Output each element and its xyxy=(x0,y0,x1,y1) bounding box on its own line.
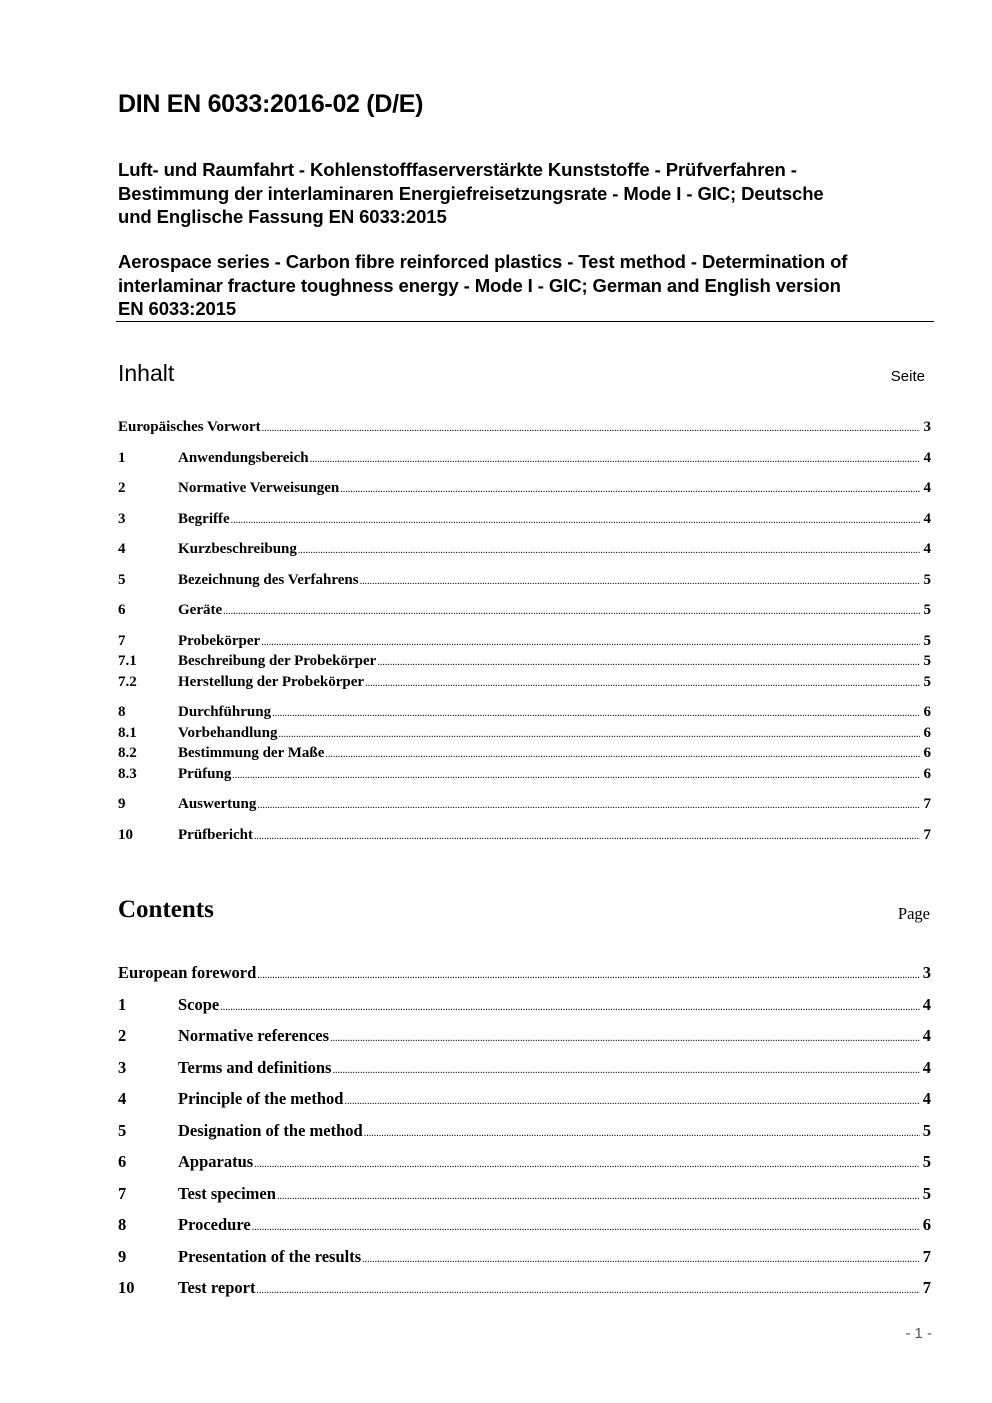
toc-entry-title: Auswertung xyxy=(178,796,257,812)
toc-entry-page: 4 xyxy=(922,994,931,1014)
toc-entry[interactable] xyxy=(118,1214,931,1235)
toc-leader-dots xyxy=(272,704,920,725)
toc-entry-page: 5 xyxy=(922,1152,931,1171)
toc-entry-number: 8.2 xyxy=(118,745,137,761)
toc-entry-title: Terms and definitions xyxy=(178,1057,332,1077)
toc-leader-dots xyxy=(325,745,920,766)
toc-entry-number: 8 xyxy=(118,1215,127,1234)
page-number: - 1 - xyxy=(905,1325,932,1342)
toc-entry[interactable] xyxy=(118,1277,931,1298)
toc-leader-dots xyxy=(257,965,920,986)
toc-entry[interactable] xyxy=(118,448,931,469)
toc-entry-title: Prüfung xyxy=(178,765,232,782)
toc-entry-title: Bezeichnung des Verfahrens xyxy=(178,571,359,588)
toc-entry[interactable] xyxy=(118,794,931,815)
toc-entry[interactable] xyxy=(118,509,931,530)
toc-entry-number: 1 xyxy=(118,449,126,466)
toc-entry-page: 5 xyxy=(923,602,931,618)
toc-entry-number: 8 xyxy=(118,704,126,720)
toc-entry-number: 2 xyxy=(118,480,126,496)
toc-leader-dots xyxy=(365,674,920,695)
toc-entry-number: 10 xyxy=(118,826,133,843)
toc-entry-title: Procedure xyxy=(178,1215,251,1234)
toc-entry-title: Normative Verweisungen xyxy=(178,480,340,496)
toc-entry-title: Durchführung xyxy=(178,704,272,720)
toc-entry-number: 7.1 xyxy=(118,653,137,669)
toc-entry-title: European foreword xyxy=(118,963,257,982)
toc-entry[interactable] xyxy=(118,1088,931,1109)
toc-entry-page: 5 xyxy=(922,1183,931,1203)
toc-entry-title: Prüfbericht xyxy=(178,826,253,843)
toc-entry-title: Test report xyxy=(178,1278,256,1297)
toc-entry-number: 6 xyxy=(118,1152,127,1171)
toc-entry-page: 7 xyxy=(922,1278,931,1297)
subtitle-english-line: Aerospace series - Carbon fibre reinforced plastics - Test method - Determination of xyxy=(118,251,848,272)
toc-leader-dots xyxy=(279,725,921,746)
toc-entry-page: 5 xyxy=(923,673,931,690)
toc-entry[interactable] xyxy=(118,743,931,764)
toc-entry-page: 6 xyxy=(922,1215,931,1234)
toc-entry-page: 4 xyxy=(922,1089,931,1108)
toc-entry-number: 8.1 xyxy=(118,724,137,741)
toc-entry-title: Geräte xyxy=(178,602,223,618)
toc-entry[interactable] xyxy=(118,1057,931,1078)
toc-leader-dots xyxy=(257,796,920,817)
toc-entry[interactable] xyxy=(118,1151,931,1172)
toc-entry-page: 4 xyxy=(922,1057,931,1077)
toc-entry-number: 7 xyxy=(118,1183,127,1203)
toc-entry[interactable] xyxy=(118,994,931,1015)
toc-leader-dots xyxy=(256,1280,920,1301)
toc-entry[interactable] xyxy=(118,600,931,621)
toc-entry[interactable] xyxy=(118,651,931,672)
toc-entry[interactable] xyxy=(118,962,931,983)
toc-entry-title: Apparatus xyxy=(178,1152,254,1171)
toc-entry-title: Principle of the method xyxy=(178,1089,344,1108)
toc-entry-page: 6 xyxy=(923,745,931,761)
toc-list-german xyxy=(118,417,931,845)
toc-leader-dots xyxy=(232,766,920,787)
toc-entry-number: 5 xyxy=(118,1120,127,1140)
toc-entry-title: Normative references xyxy=(178,1026,330,1045)
toc-entry-page: 3 xyxy=(923,419,931,435)
toc-leader-dots xyxy=(330,1028,920,1049)
toc-entry-number: 3 xyxy=(118,1057,127,1077)
toc-leader-dots xyxy=(362,1249,920,1270)
toc-leader-dots xyxy=(252,1217,920,1238)
toc-entry-number: 9 xyxy=(118,796,126,812)
toc-entry[interactable] xyxy=(118,1183,931,1204)
toc-entry-number: 8.3 xyxy=(118,765,137,782)
toc-entry-title: Presentation of the results xyxy=(178,1246,362,1266)
toc-entry-title: Probekörper xyxy=(178,632,261,649)
toc-leader-dots xyxy=(340,480,920,501)
toc-page-label-german: Seite xyxy=(890,368,925,385)
toc-entry[interactable] xyxy=(118,723,931,744)
toc-entry-title: Kurzbeschreibung xyxy=(178,541,297,557)
toc-entry[interactable] xyxy=(118,1246,931,1267)
toc-entry-page: 6 xyxy=(923,704,931,720)
subtitle-english-line: EN 6033:2015 xyxy=(118,298,237,319)
toc-leader-dots xyxy=(364,1123,920,1144)
toc-entry[interactable] xyxy=(118,478,931,499)
toc-leader-dots xyxy=(223,602,920,623)
toc-entry[interactable] xyxy=(118,764,931,785)
toc-entry-title: Beschreibung der Probekörper xyxy=(178,653,377,669)
toc-leader-dots xyxy=(254,1154,920,1175)
toc-entry-number: 7.2 xyxy=(118,673,137,690)
subtitle-english-line: interlaminar fracture toughness energy - Mode I - GIC; German and English version xyxy=(118,274,841,296)
toc-leader-dots xyxy=(377,653,920,674)
toc-entry-page: 4 xyxy=(922,1026,931,1045)
toc-entry-title: Begriffe xyxy=(178,510,230,527)
toc-entry-page: 5 xyxy=(923,571,931,588)
toc-entry-number: 4 xyxy=(118,1089,127,1108)
toc-entry-title: Europäisches Vorwort xyxy=(118,419,261,435)
toc-entry-page: 5 xyxy=(923,632,931,649)
toc-entry[interactable] xyxy=(118,672,931,693)
subtitle-german xyxy=(118,158,933,229)
toc-entry[interactable] xyxy=(118,570,931,591)
toc-entry-number: 1 xyxy=(118,994,127,1014)
subtitle-german-line: und Englische Fassung EN 6033:2015 xyxy=(118,206,447,227)
toc-entry-number: 9 xyxy=(118,1246,127,1266)
toc-entry-page: 4 xyxy=(923,541,931,557)
toc-entry-page: 6 xyxy=(923,765,931,782)
toc-entry-title: Designation of the method xyxy=(178,1120,363,1140)
toc-entry-page: 7 xyxy=(922,1246,931,1266)
toc-entry[interactable] xyxy=(118,539,931,560)
toc-entry[interactable] xyxy=(118,702,931,723)
toc-entry-page: 6 xyxy=(923,724,931,741)
toc-entry-number: 5 xyxy=(118,571,126,588)
toc-entry-page: 3 xyxy=(922,963,931,982)
subtitle-english xyxy=(118,250,933,321)
toc-leader-dots xyxy=(298,541,920,562)
toc-entry[interactable] xyxy=(118,631,931,652)
subtitle-german-line: Luft- und Raumfahrt - Kohlenstofffaserverstärkte Kunststoffe - Prüfverfahren - xyxy=(118,159,797,180)
toc-leader-dots xyxy=(261,633,920,654)
toc-leader-dots xyxy=(344,1091,920,1112)
toc-entry-number: 3 xyxy=(118,510,126,527)
toc-leader-dots xyxy=(332,1060,920,1081)
toc-leader-dots xyxy=(277,1186,920,1207)
toc-entry-page: 4 xyxy=(923,510,931,527)
toc-leader-dots xyxy=(220,997,920,1018)
toc-leader-dots xyxy=(262,419,920,440)
subtitle-german-line: Bestimmung der interlaminaren Energiefreisetzungsrate - Mode I - GIC; Deutsche xyxy=(118,182,824,204)
toc-entry-page: 4 xyxy=(923,480,931,496)
toc-entry[interactable] xyxy=(118,1025,931,1046)
title-divider xyxy=(116,321,934,322)
toc-page-label-english: Page xyxy=(897,904,930,923)
toc-entry-number: 7 xyxy=(118,632,126,649)
toc-entry[interactable] xyxy=(118,1120,931,1141)
toc-heading-german: Inhalt xyxy=(118,360,175,386)
toc-entry[interactable] xyxy=(118,417,931,438)
toc-leader-dots xyxy=(231,511,920,532)
toc-leader-dots xyxy=(254,827,920,848)
toc-entry-number: 10 xyxy=(118,1278,135,1297)
toc-entry-page: 5 xyxy=(922,1120,931,1140)
toc-leader-dots xyxy=(360,572,920,593)
toc-entry-number: 6 xyxy=(118,602,126,618)
toc-entry-page: 7 xyxy=(923,796,931,812)
toc-entry-title: Test specimen xyxy=(178,1183,276,1203)
toc-list-english xyxy=(118,962,931,1298)
toc-leader-dots xyxy=(310,450,920,471)
toc-heading-english: Contents xyxy=(118,896,214,923)
toc-entry-page: 4 xyxy=(923,449,931,466)
toc-entry-title: Bestimmung der Maße xyxy=(178,745,325,761)
toc-entry-number: 2 xyxy=(118,1026,127,1045)
toc-entry-page: 5 xyxy=(923,653,931,669)
toc-entry-title: Anwendungsbereich xyxy=(178,449,309,466)
toc-entry-number: 4 xyxy=(118,541,126,557)
toc-entry-page: 7 xyxy=(923,826,931,843)
toc-entry-title: Scope xyxy=(178,994,220,1014)
toc-entry[interactable] xyxy=(118,825,931,846)
toc-entry-title: Herstellung der Probekörper xyxy=(178,673,365,690)
toc-entry-title: Vorbehandlung xyxy=(178,724,278,741)
document-title: DIN EN 6033:2016-02 (D/E) xyxy=(118,90,424,118)
